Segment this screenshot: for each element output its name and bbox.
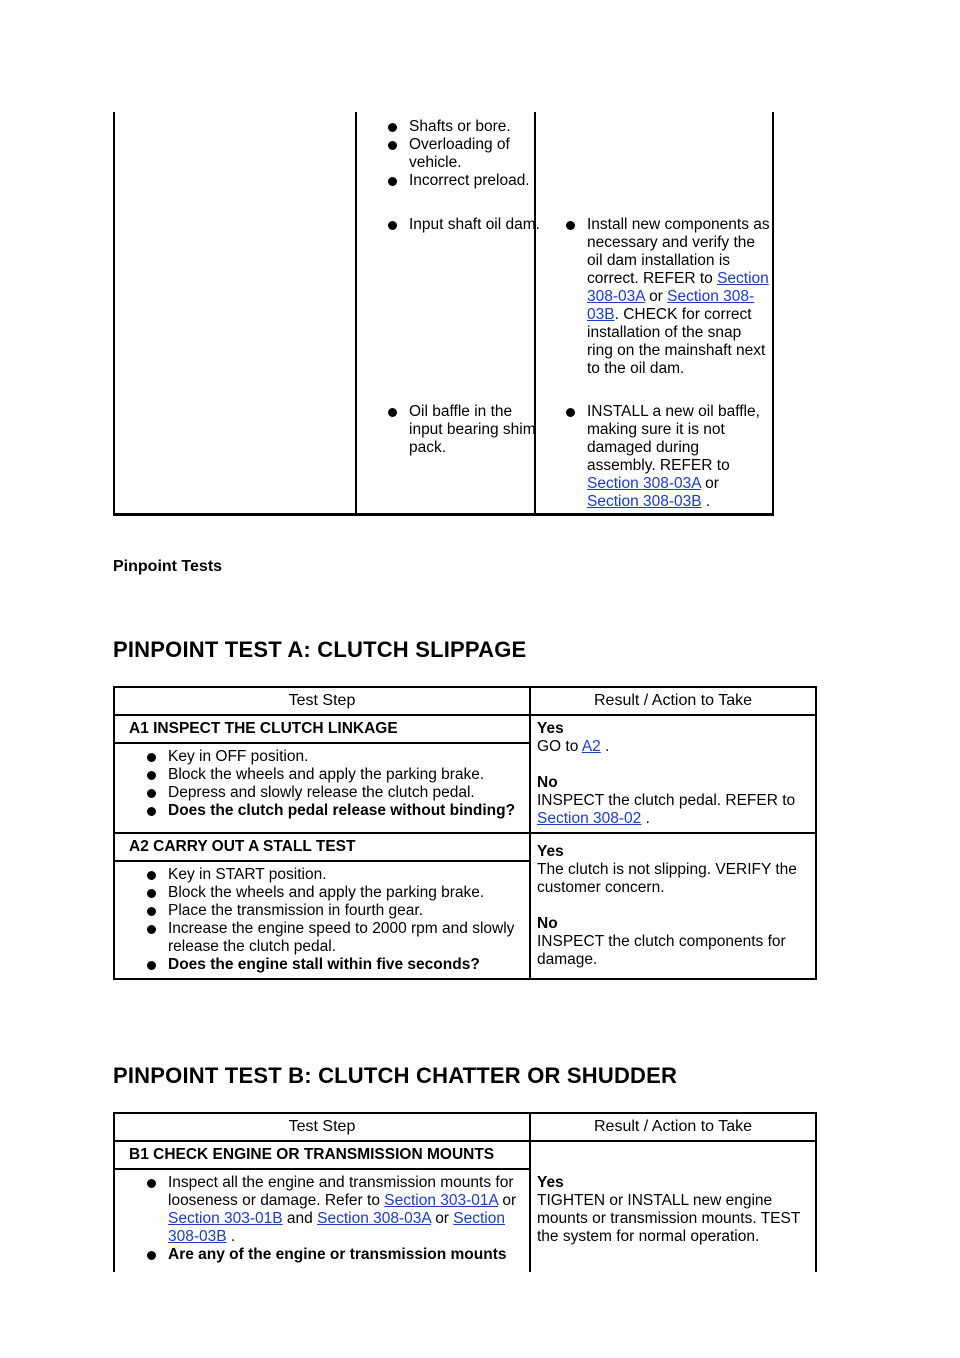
pinpoint-test-a-title: PINPOINT TEST A: CLUTCH SLIPPAGE xyxy=(113,637,527,662)
list-item: Oil baffle in the input bearing shim pack. xyxy=(383,403,543,457)
cause-row2 xyxy=(383,216,543,234)
list-item: Does the clutch pedal release without binding? xyxy=(142,802,521,820)
action-row3 xyxy=(561,403,771,511)
list-item: Key in OFF position. xyxy=(142,748,521,766)
section-link[interactable]: Section 308-03B xyxy=(587,493,702,510)
section-link[interactable]: Section 308-03B xyxy=(168,1210,505,1245)
pinpoint-test-b-title: PINPOINT TEST B: CLUTCH CHATTER OR SHUDDER xyxy=(113,1063,678,1088)
table-border xyxy=(113,112,115,516)
section-link[interactable]: Section 303-01B xyxy=(168,1210,283,1227)
section-link[interactable]: Section 308-03B xyxy=(587,288,755,323)
step-body xyxy=(114,861,530,979)
pinpoint-test-b-table xyxy=(113,1112,817,1272)
section-link[interactable]: Section 308-02 xyxy=(537,810,642,827)
table-border xyxy=(772,112,774,516)
column-header: Result / Action to Take xyxy=(530,1113,816,1141)
step-result: Yes GO to A2 . No INSPECT the clutch pedal. REFER to Section 308-02 . xyxy=(530,715,816,833)
list-item: Shafts or bore. xyxy=(383,118,543,136)
step-result: Yes TIGHTEN or INSTALL new engine mounts or transmission mounts. TEST the system for normal operation. xyxy=(530,1141,816,1272)
step-result: Yes The clutch is not slipping. VERIFY the customer concern. No INSPECT the clutch components for damage. xyxy=(530,833,816,979)
list-item: Install new components as necessary and verify the oil dam installation is correct. REFER to Section 308-03A or Section 308-03B. CHECK for correct installation of the snap ring on the mainshaft next to the oil dam. xyxy=(561,216,771,378)
cause-row3 xyxy=(383,403,543,457)
table-border xyxy=(113,513,774,516)
step-body xyxy=(114,743,530,833)
list-item: Are any of the engine or transmission mounts xyxy=(142,1246,521,1264)
list-item: Depress and slowly release the clutch pedal. xyxy=(142,784,521,802)
table-border xyxy=(355,112,357,516)
list-item: Incorrect preload. xyxy=(383,172,543,190)
cause-list-row1 xyxy=(383,118,543,190)
list-item: Block the wheels and apply the parking brake. xyxy=(142,766,521,784)
top-table xyxy=(113,112,774,516)
step-link[interactable]: A2 xyxy=(581,738,601,755)
section-heading: Pinpoint Tests xyxy=(113,558,223,575)
column-header: Result / Action to Take xyxy=(530,687,816,715)
section-link[interactable]: Section 308-03A xyxy=(587,475,701,492)
step-body xyxy=(114,1169,530,1272)
list-item: Key in START position. xyxy=(142,866,521,884)
action-row2 xyxy=(561,216,771,378)
pinpoint-test-a-table xyxy=(113,686,817,980)
list-item: Place the transmission in fourth gear. xyxy=(142,902,521,920)
section-link[interactable]: Section 303-01A xyxy=(384,1192,499,1209)
list-item: Input shaft oil dam. xyxy=(383,216,543,234)
list-item: Block the wheels and apply the parking brake. xyxy=(142,884,521,902)
column-header: Test Step xyxy=(114,687,530,715)
list-item: Increase the engine speed to 2000 rpm and slowly release the clutch pedal. xyxy=(142,920,521,956)
list-item: Overloading of vehicle. xyxy=(383,136,543,172)
section-link[interactable]: Section 308-03A xyxy=(317,1210,431,1227)
column-header: Test Step xyxy=(114,1113,530,1141)
section-link[interactable]: Section 308-03A xyxy=(587,270,769,305)
step-heading: B1 CHECK ENGINE OR TRANSMISSION MOUNTS xyxy=(114,1141,530,1169)
step-heading: A2 CARRY OUT A STALL TEST xyxy=(114,833,530,861)
list-item: Does the engine stall within five seconds? xyxy=(142,956,521,974)
list-item: INSTALL a new oil baffle, making sure it is not damaged during assembly. REFER to Section 308-03A or Section 308-03B . xyxy=(561,403,771,511)
list-item: Inspect all the engine and transmission mounts for looseness or damage. Refer to Section 303-01A or Section 303-01B and Section 308-03A or Section 308-03B . xyxy=(142,1174,521,1246)
step-heading: A1 INSPECT THE CLUTCH LINKAGE xyxy=(114,715,530,743)
